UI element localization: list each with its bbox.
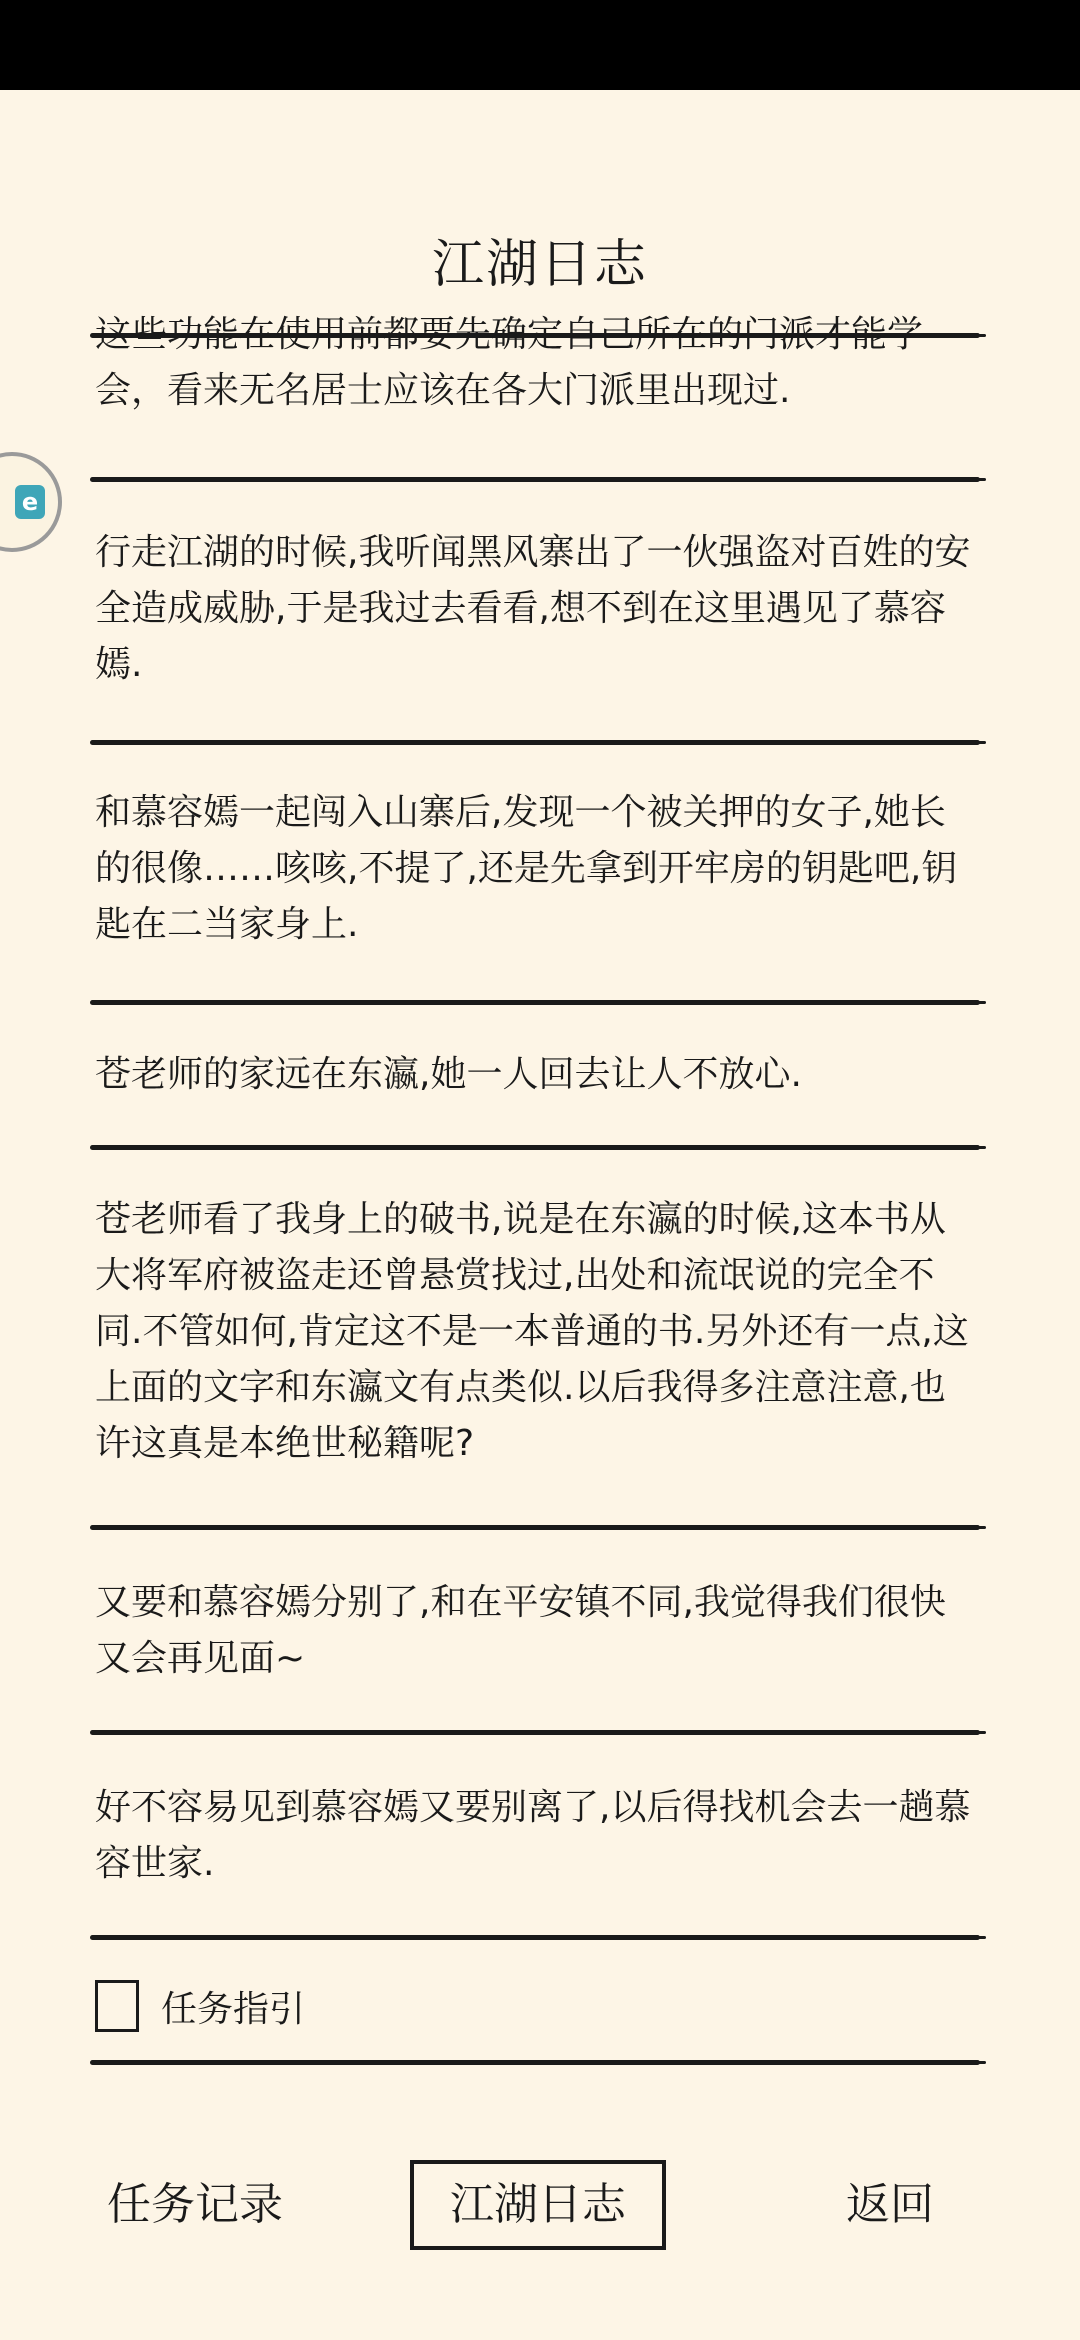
divider: [90, 2060, 980, 2065]
divider: [90, 1730, 980, 1735]
task-record-button[interactable]: 任务记录: [107, 2179, 283, 2230]
journal-entry: 又要和慕容嫣分别了,和在平安镇不同,我觉得我们很快又会再见面~: [95, 1582, 946, 1679]
divider: [90, 1525, 980, 1530]
app-badge-icon: e: [15, 485, 45, 519]
journal-entry: 行走江湖的时候,我听闻黑风寨出了一伙强盗对百姓的安全造成威胁,于是我过去看看,想不到在这里遇见了慕容嫣.: [95, 532, 971, 685]
divider: [90, 477, 980, 482]
journal-entry: 苍老师看了我身上的破书,说是在东瀛的时候,这本书从大将军府被盗走还曾悬赏找过,出处和流氓说的完全不同.不管如何,肯定这不是一本普通的书.另外还有一点,这上面的文字和东瀛文有点类似.以后我得多注意注意,也许这真是本绝世秘籍呢?: [95, 1199, 969, 1464]
divider: [90, 1145, 980, 1150]
back-button[interactable]: 返回: [846, 2179, 934, 2230]
divider: [90, 740, 980, 745]
journal-entry: 好不容易见到慕容嫣又要别离了,以后得找机会去一趟慕容世家.: [95, 1787, 971, 1884]
quest-guide-checkbox[interactable]: [95, 1980, 139, 2032]
divider: [90, 1000, 980, 1005]
quest-guide-label: 任务指引: [161, 1988, 306, 2030]
journal-entry: 苍老师的家远在东瀛,她一人回去让人不放心.: [95, 1054, 802, 1095]
divider: [90, 1935, 980, 1940]
status-bar: [0, 0, 1080, 90]
quest-guide-toggle[interactable]: [95, 1978, 305, 2034]
journal-list[interactable]: [0, 314, 1080, 1935]
jianghu-journal-tab[interactable]: 江湖日志: [410, 2160, 666, 2250]
page-title: 江湖日志: [431, 235, 648, 295]
journal-entry: 和慕容嫣一起闯入山寨后,发现一个被关押的女子,她长的很像……咳咳,不提了,还是先拿到开牢房的钥匙吧,钥匙在二当家身上.: [95, 792, 958, 945]
journal-entry: 这些功能在使用前都要先确定自己所在的门派才能学会，看来无名居士应该在各大门派里出现过.: [95, 314, 924, 411]
